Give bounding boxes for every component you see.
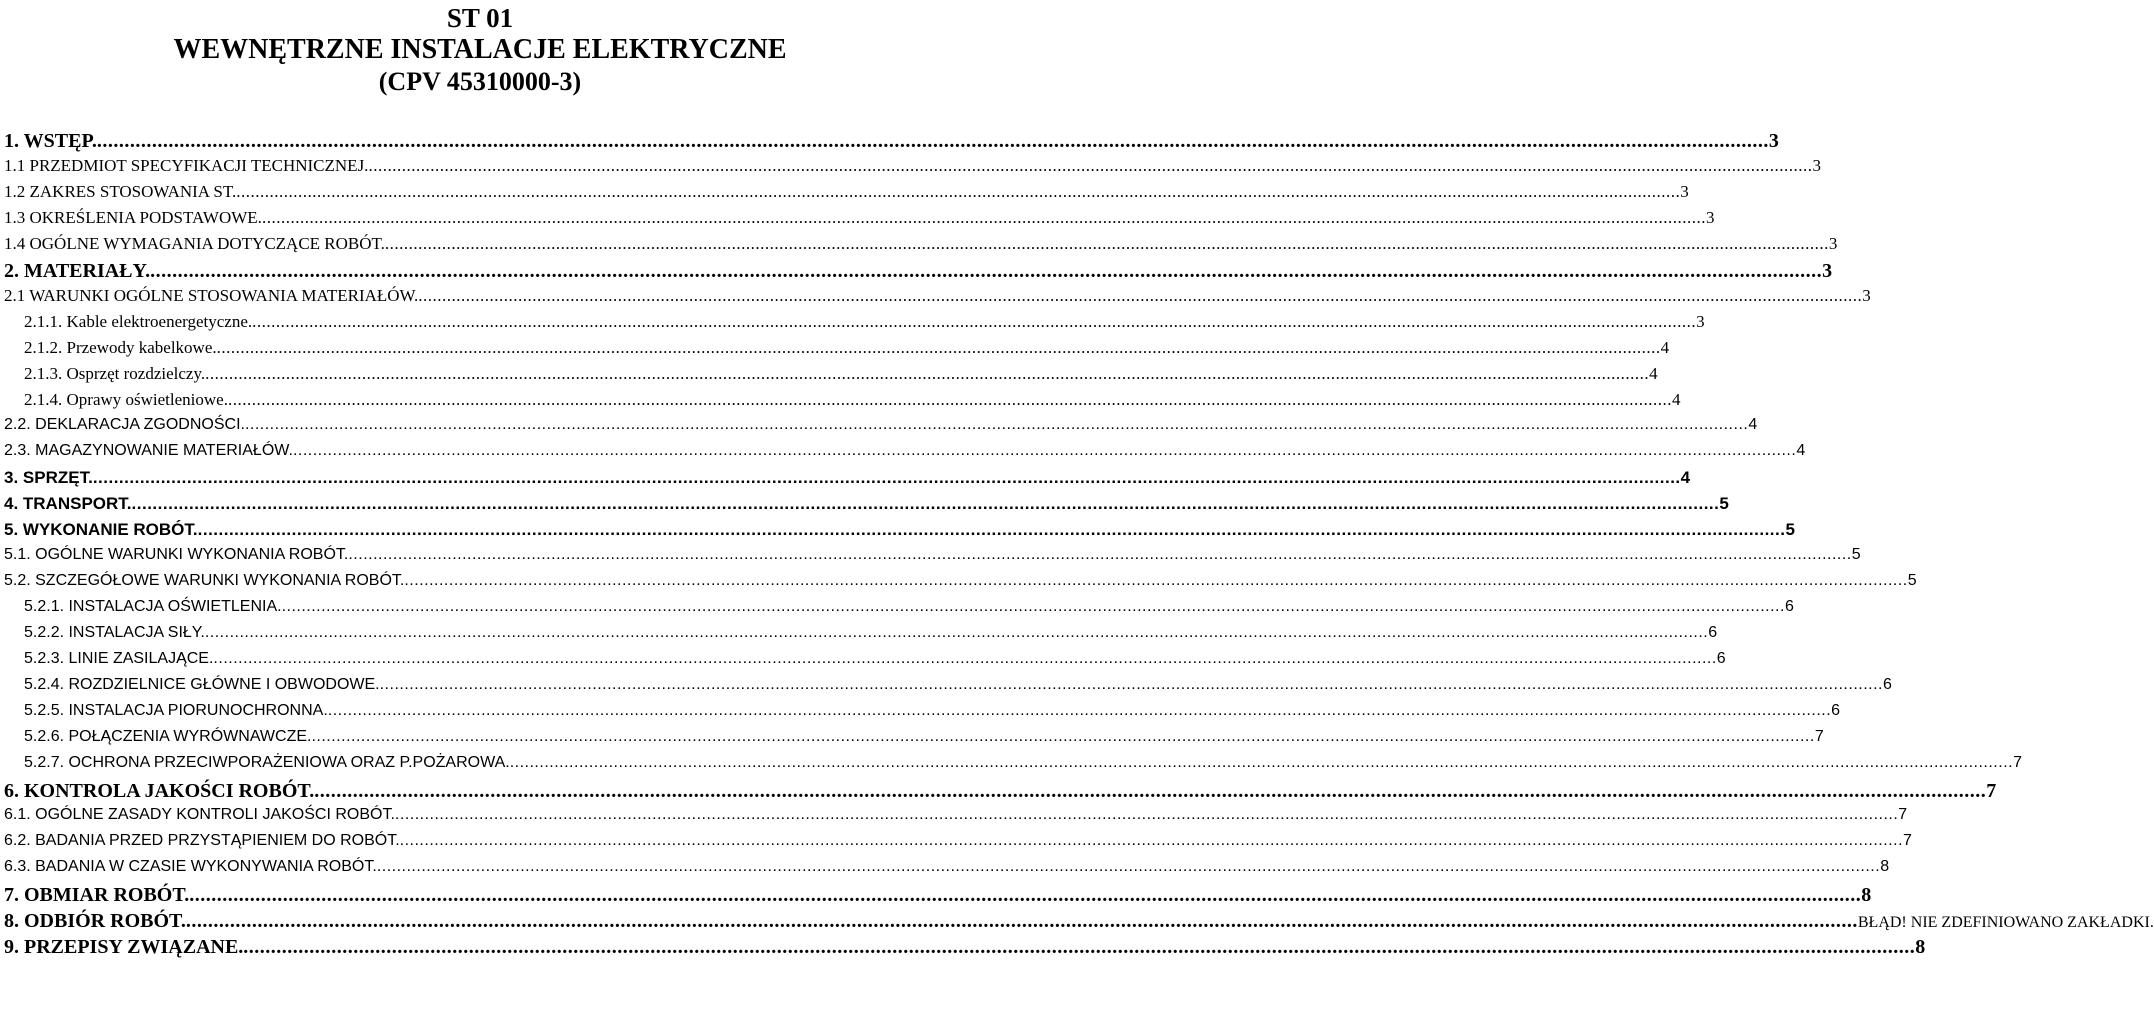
cpv-code: (CPV 45310000-3) bbox=[378, 67, 582, 96]
toc-entry-5-2[interactable]: 5.2. SZCZEGÓŁOWE WARUNKI WYKONANIA ROBÓT. ..... 5 bbox=[4, 572, 962, 598]
toc-entry-2[interactable]: 2. MATERIAŁY. ..... 3 bbox=[4, 260, 962, 286]
toc-entry-5-1[interactable]: 5.1. OGÓLNE WARUNKI WYKONANIA ROBÓT. ..... 5 bbox=[4, 546, 962, 572]
toc-entry-5-2-6[interactable]: 5.2.6. POŁĄCZENIA WYRÓWNAWCZE. ..... 7 bbox=[24, 728, 962, 754]
toc-entry-5[interactable]: 5. WYKONANIE ROBÓT. ..... 5 bbox=[4, 520, 962, 546]
toc-entry-6[interactable]: 6. KONTROLA JAKOŚCI ROBÓT. ..... 7 bbox=[4, 780, 962, 806]
toc-entry-6-2[interactable]: 6.2. BADANIA PRZED PRZYSTĄPIENIEM DO ROBÓT. ..... 7 bbox=[4, 832, 962, 858]
toc-entry-2-1[interactable]: 2.1 WARUNKI OGÓLNE STOSOWANIA MATERIAŁÓW. ..... 3 bbox=[4, 286, 962, 312]
toc-entry-2-1-3[interactable]: 2.1.3. Osprzęt rozdzielczy. ..... 4 bbox=[24, 364, 962, 390]
toc-entry-2-2[interactable]: 2.2. DEKLARACJA ZGODNOŚCI. ..... 4 bbox=[4, 416, 962, 442]
broken-bookmark-error: BŁĄD! NIE ZDEFINIOWANO ZAKŁADKI. bbox=[1857, 914, 2154, 931]
toc-entry-6-1[interactable]: 6.1. OGÓLNE ZASADY KONTROLI JAKOŚCI ROBÓT. ..... 7 bbox=[4, 806, 962, 832]
toc-entry-5-2-3[interactable]: 5.2.3. LINIE ZASILAJĄCE. ..... 6 bbox=[24, 650, 962, 676]
toc-entry-2-1-4[interactable]: 2.1.4. Oprawy oświetleniowe. ..... 4 bbox=[24, 390, 962, 416]
toc-entry-4[interactable]: 4. TRANSPORT. ..... 5 bbox=[4, 494, 962, 520]
toc-entry-5-2-7[interactable]: 5.2.7. OCHRONA PRZECIWPORAŻENIOWA ORAZ P.POŻAROWA. ..... 7 bbox=[24, 754, 962, 780]
toc-entry-6-3[interactable]: 6.3. BADANIA W CZASIE WYKONYWANIA ROBÓT. ..... 8 bbox=[4, 858, 962, 884]
toc-entry-5-2-2[interactable]: 5.2.2. INSTALACJA SIŁY. ..... 6 bbox=[24, 624, 962, 650]
toc-entry-5-2-5[interactable]: 5.2.5. INSTALACJA PIORUNOCHRONNA. ..... 6 bbox=[24, 702, 962, 728]
toc-entry-1[interactable]: 1. WSTĘP. ..... 3 bbox=[4, 130, 962, 156]
toc-entry-1-1[interactable]: 1.1 PRZEDMIOT SPECYFIKACJI TECHNICZNEJ. ..... 3 bbox=[4, 156, 962, 182]
toc-entry-5-2-4[interactable]: 5.2.4. ROZDZIELNICE GŁÓWNE I OBWODOWE. ..... 6 bbox=[24, 676, 962, 702]
toc-entry-1-3[interactable]: 1.3 OKREŚLENIA PODSTAWOWE. ..... 3 bbox=[4, 208, 962, 234]
toc-entry-2-3[interactable]: 2.3. MAGAZYNOWANIE MATERIAŁÓW. ..... 4 bbox=[4, 442, 962, 468]
toc-entry-5-2-1[interactable]: 5.2.1. INSTALACJA OŚWIETLENIA. ..... 6 bbox=[24, 598, 962, 624]
toc-entry-2-1-1[interactable]: 2.1.1. Kable elektroenergetyczne. ..... 3 bbox=[24, 312, 962, 338]
toc-entry-7[interactable]: 7. OBMIAR ROBÓT. ..... 8 bbox=[4, 884, 962, 910]
spec-title: WEWNĘTRZNE INSTALACJE ELEKTRYCZNE bbox=[173, 34, 787, 65]
toc-entry-9[interactable]: 9. PRZEPISY ZWIĄZANE. ..... 8 bbox=[4, 936, 962, 962]
toc-entry-3[interactable]: 3. SPRZĘT. ..... 4 bbox=[4, 468, 962, 494]
toc-entry-1-4[interactable]: 1.4 OGÓLNE WYMAGANIA DOTYCZĄCE ROBÓT. ..... 3 bbox=[4, 234, 962, 260]
toc-entry-1-2[interactable]: 1.2 ZAKRES STOSOWANIA ST. ..... 3 bbox=[4, 182, 962, 208]
toc-entry-2-1-2[interactable]: 2.1.2. Przewody kabelkowe. ..... 4 bbox=[24, 338, 962, 364]
spec-code: ST 01 bbox=[446, 3, 514, 33]
toc-entry-8[interactable]: 8. ODBIÓR ROBÓT. ..... BŁĄD! NIE ZDEFINIOWANO ZAKŁADKI. bbox=[4, 910, 962, 936]
